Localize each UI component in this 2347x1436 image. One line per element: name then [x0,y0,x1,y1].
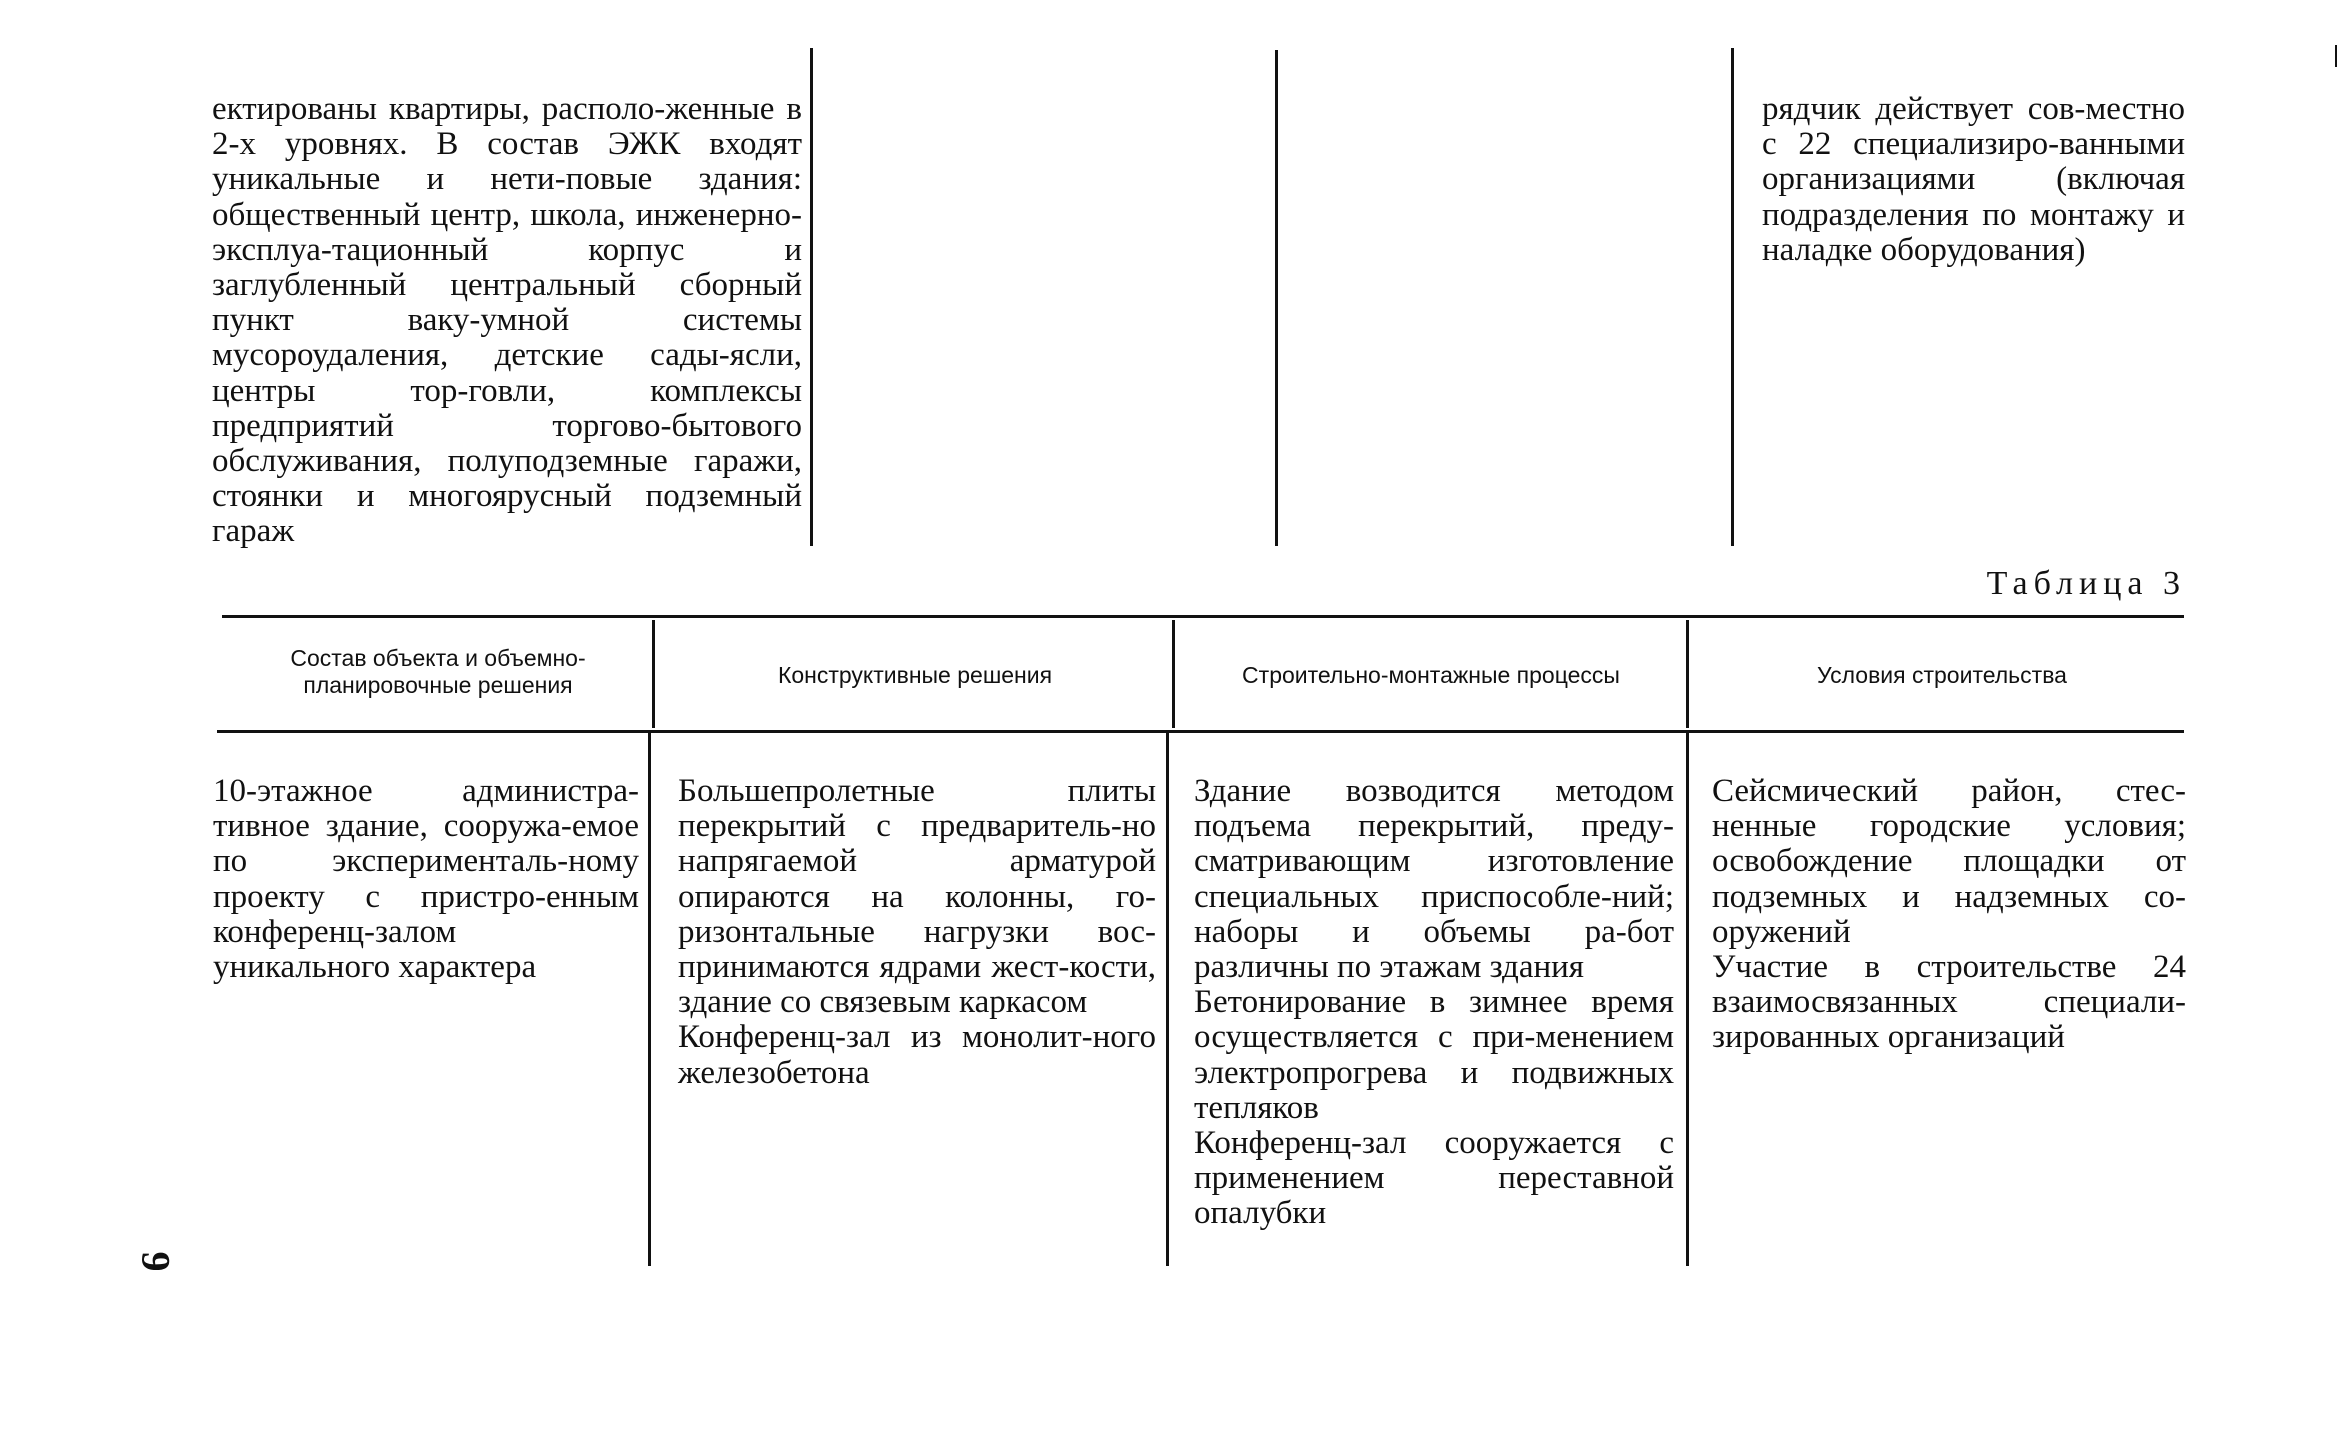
table-column-rule-1 [652,620,655,728]
cell-structural-para-2: Конференц-зал из монолит-ного железобетона [678,1019,1156,1091]
cell-processes-para-2: Бетонирование в зимнее время осуществляется с при-менением электропрогрева и подвижных тепляков [1194,984,1674,1126]
cell-structural-para-1: Большепролетные плиты перекрытий с предваритель-но напрягаемой арматурой опираются на колонны, го-ризонтальные нагрузки вос-принимаются ядрами жест-кости, здание со связевым каркасом [678,773,1156,1021]
edge-tick-mark [2335,45,2337,67]
top-column-rule-1 [810,48,813,546]
table-column-rule-2 [1172,620,1175,728]
table-header-rule [217,730,2184,733]
cell-composition-para-1: 10-этажное администра-тивное здание, сооружа-емое по эксперименталь-ному проекту с пристро-енным конференц-залом уникального характера [213,773,639,986]
cell-processes-para-3: Конференц-зал сооружается с применением переставной опалубки [1194,1125,1674,1232]
top-left-text: ектированы квартиры, располо-женные в 2-х уровнях. В состав ЭЖК входят уникальные и нети-повые здания: общественный центр, школа, инженерно-эксплуа-тационный корпус и заглубленный центральный сборный пункт ваку-умной системы мусороудаления, детские сады-ясли, центры тор-говли, комплексы предприятий торгово-бытового обслуживания, полуподземные гаражи, стоянки и многоярусный подземный гараж [212,91,802,550]
table-column-rule-2-body [1166,733,1169,1266]
top-column-rule-2 [1275,50,1278,546]
header-cell-structural: Конструктивные решения [777,662,1053,688]
header-cell-processes: Строительно-монтажные процессы [1242,662,1620,688]
header-cell-composition: Состав объекта и объемно-планировочные решения [290,645,586,698]
table-top-rule [222,615,2184,618]
cell-conditions [1712,774,2186,1056]
page-number: 9 [133,1251,179,1272]
table-column-rule-3 [1686,620,1689,728]
table-column-rule-3-body [1686,733,1689,1266]
cell-conditions-para-2: Участие в строительстве 24 взаимосвязанных специали-зированных организаций [1712,949,2186,1056]
cell-processes-para-1: Здание возводится методом подъема перекрытий, преду-сматривающим изготовление специальных приспособле-ний; наборы и объемы ра-бот различны по этажам здания [1194,773,1674,986]
table-caption: Таблица 3 [1986,565,2186,602]
cell-structural [678,774,1156,1091]
table-column-rule-1-body [648,733,651,1266]
cell-conditions-para-1: Сейсмический район, стес-ненные городские условия; освобождение площадки от подземных и надземных со-оружений [1712,773,2186,950]
top-right-text: рядчик действует сов-местно с 22 специализиро-ванными организациями (включая подразделения по монтажу и наладке оборудования) [1762,91,2185,268]
cell-composition [213,774,639,985]
header-cell-conditions: Условия строительства [1817,662,2067,688]
top-column-rule-3 [1731,48,1734,546]
cell-processes [1194,774,1674,1232]
